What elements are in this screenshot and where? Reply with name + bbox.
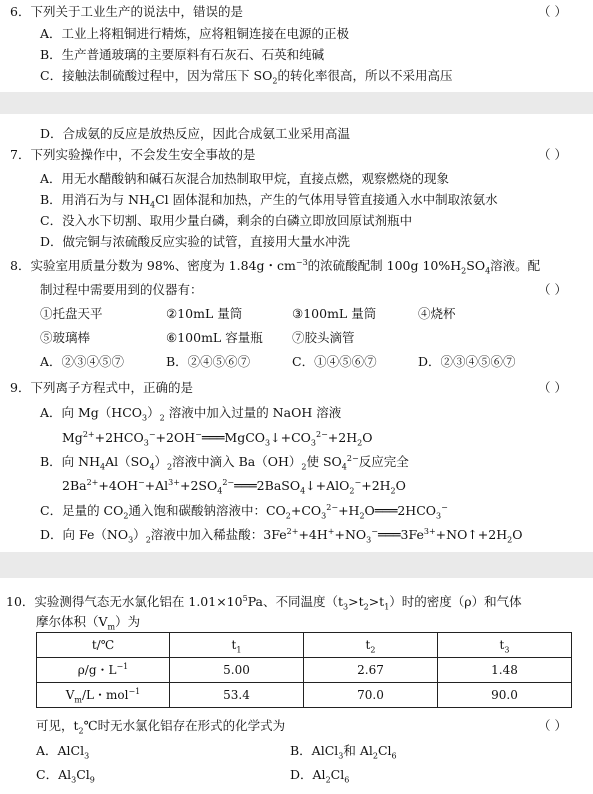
q10-question: 可见，$t_2℃$时无水氯化铝存在形式的化学式为	[36, 718, 286, 736]
table-cell: 90.0	[438, 683, 572, 708]
table-row	[37, 658, 572, 683]
q8-instrument-5: ⑤玻璃棒	[40, 330, 91, 345]
q7-option-c: C．没入水下切割、取用少量白磷，剩余的白磷立即放回原试剂瓶中	[40, 213, 413, 228]
q9-option-a-equation: $Mg^{2+}+2HCO_3^-+2OH^-═══MgCO_3↓+CO_3^{2-}+2H_2O$	[62, 429, 373, 448]
table-header-cell: $t_3$	[438, 633, 572, 658]
q8-option-b: B．②④⑤⑥⑦	[166, 354, 251, 369]
table-row-label: $V_m/L$・mol$^{-1}$	[37, 683, 170, 708]
q10-option-d: D．$Al_2Cl_6$	[290, 767, 350, 785]
q7-answer-blank: （ ）	[538, 147, 567, 162]
q8-option-c: C．①④⑤⑥⑦	[292, 354, 377, 369]
q6-option-c: C．接触法制硫酸过程中，因为常压下 $SO_2$的转化率很高，所以不采用高压	[40, 68, 453, 86]
q6-option-a: A．工业上将粗铜进行精炼，应将粗铜连接在电源的正极	[40, 26, 350, 41]
q8-instrument-6: ⑥100mL 容量瓶	[166, 330, 263, 345]
q8-instrument-4: ④烧杯	[418, 306, 456, 321]
q8-instrument-3: ③100mL 量筒	[292, 306, 377, 321]
q10-answer-blank: （ ）	[538, 718, 567, 733]
q6-option-d: D．合成氨的反应是放热反应，因此合成氨工业采用高温	[40, 126, 351, 141]
q10-data-table	[36, 632, 572, 708]
q8-instrument-7: ⑦胶头滴管	[292, 330, 355, 345]
table-header-row	[37, 633, 572, 658]
q9-option-b: B．向 $NH_4Al(SO_4)_2$溶液中滴入 $Ba(OH)_2$使 $SO_4^{2-}$反应完全	[40, 453, 409, 472]
q8-stem-line2: 制过程中需要用到的仪器有：	[40, 282, 203, 297]
q8-option-d: D．②③④⑤⑥⑦	[418, 354, 516, 369]
q8-option-a: A．②③④⑤⑦	[40, 354, 125, 369]
q10-stem-line2: 摩尔体积$(V_m)$为	[36, 614, 141, 632]
page-break	[0, 552, 593, 578]
q10-option-c: C．$Al_3Cl_9$	[36, 767, 95, 785]
q9-option-a: A．向 $Mg(HCO_3)_2$ 溶液中加入过量的 NaOH 溶液	[40, 405, 342, 423]
table-row-label: ρ/g・$L^{-1}$	[37, 658, 170, 683]
q9-answer-blank: （ ）	[538, 380, 567, 395]
q7-option-b: B．用消石为与 $NH_4Cl$ 固体混和加热，产生的气体用导管直接通入水中制取浓氨水	[40, 192, 498, 210]
q10-option-b: B．AlCl$_3$和 $Al_2Cl_6$	[290, 743, 397, 761]
q9-option-c: C．足量的 $CO_2$通入饱和碳酸钠溶液中：$CO_2+CO_3^{2-}+H_2O═══2HCO_3^-$	[40, 502, 448, 521]
q7-option-d: D．做完铜与浓硫酸反应实验的试管，直接用大量水冲洗	[40, 234, 351, 249]
table-header-cell: t/℃	[37, 633, 170, 658]
q10-option-a: A．AlCl$_3$	[36, 743, 90, 761]
q9-option-d: D．向 $Fe(NO_3)_2$溶液中加入稀盐酸：$3Fe^{2+}+4H^++NO_3^-═══3Fe^{3+}+NO↑+2H_2O$	[40, 526, 523, 545]
q8-answer-blank: （ ）	[538, 282, 567, 297]
table-header-cell: $t_1$	[170, 633, 304, 658]
q6-answer-blank: （ ）	[538, 4, 567, 19]
q7-stem: 7．下列实验操作中，不会发生安全事故的是	[10, 147, 256, 162]
q8-instrument-1: ①托盘天平	[40, 306, 103, 321]
q6-option-b: B．生产普通玻璃的主要原料有石灰石、石英和纯碱	[40, 47, 325, 62]
q9-stem: 9．下列离子方程式中，正确的是	[10, 380, 193, 395]
table-row	[37, 683, 572, 708]
q10-stem: 10．实验测得气态无水氯化铝在 $1.01\times 10^5Pa$、不同温度$(t_3>t_2>t_1)$时的密度（ρ）和气体	[6, 593, 522, 612]
q6-stem: 6．下列关于工业生产的说法中，错误的是	[10, 4, 243, 19]
table-cell: 1.48	[438, 658, 572, 683]
table-header-cell: $t_2$	[304, 633, 438, 658]
table-cell: 2.67	[304, 658, 438, 683]
table-cell: 70.0	[304, 683, 438, 708]
table-cell: 53.4	[170, 683, 304, 708]
q8-stem: 8．实验室用质量分数为 98%、密度为 1.84g・$cm^{-3}$的浓硫酸配制 100g $10\%H_2SO_4$溶液。配	[10, 257, 541, 276]
table-cell: 5.00	[170, 658, 304, 683]
page-break	[0, 92, 593, 114]
q9-option-b-equation: $2Ba^{2+}+4OH^-+Al^{3+}+2SO_4^{2-}═══2BaSO_4↓+AlO_2^-+2H_2O$	[62, 477, 406, 496]
q8-instrument-2: ②10mL 量筒	[166, 306, 243, 321]
q7-option-a: A．用无水醋酸钠和碱石灰混合加热制取甲烷，直接点燃，观察燃烧的现象	[40, 171, 450, 186]
